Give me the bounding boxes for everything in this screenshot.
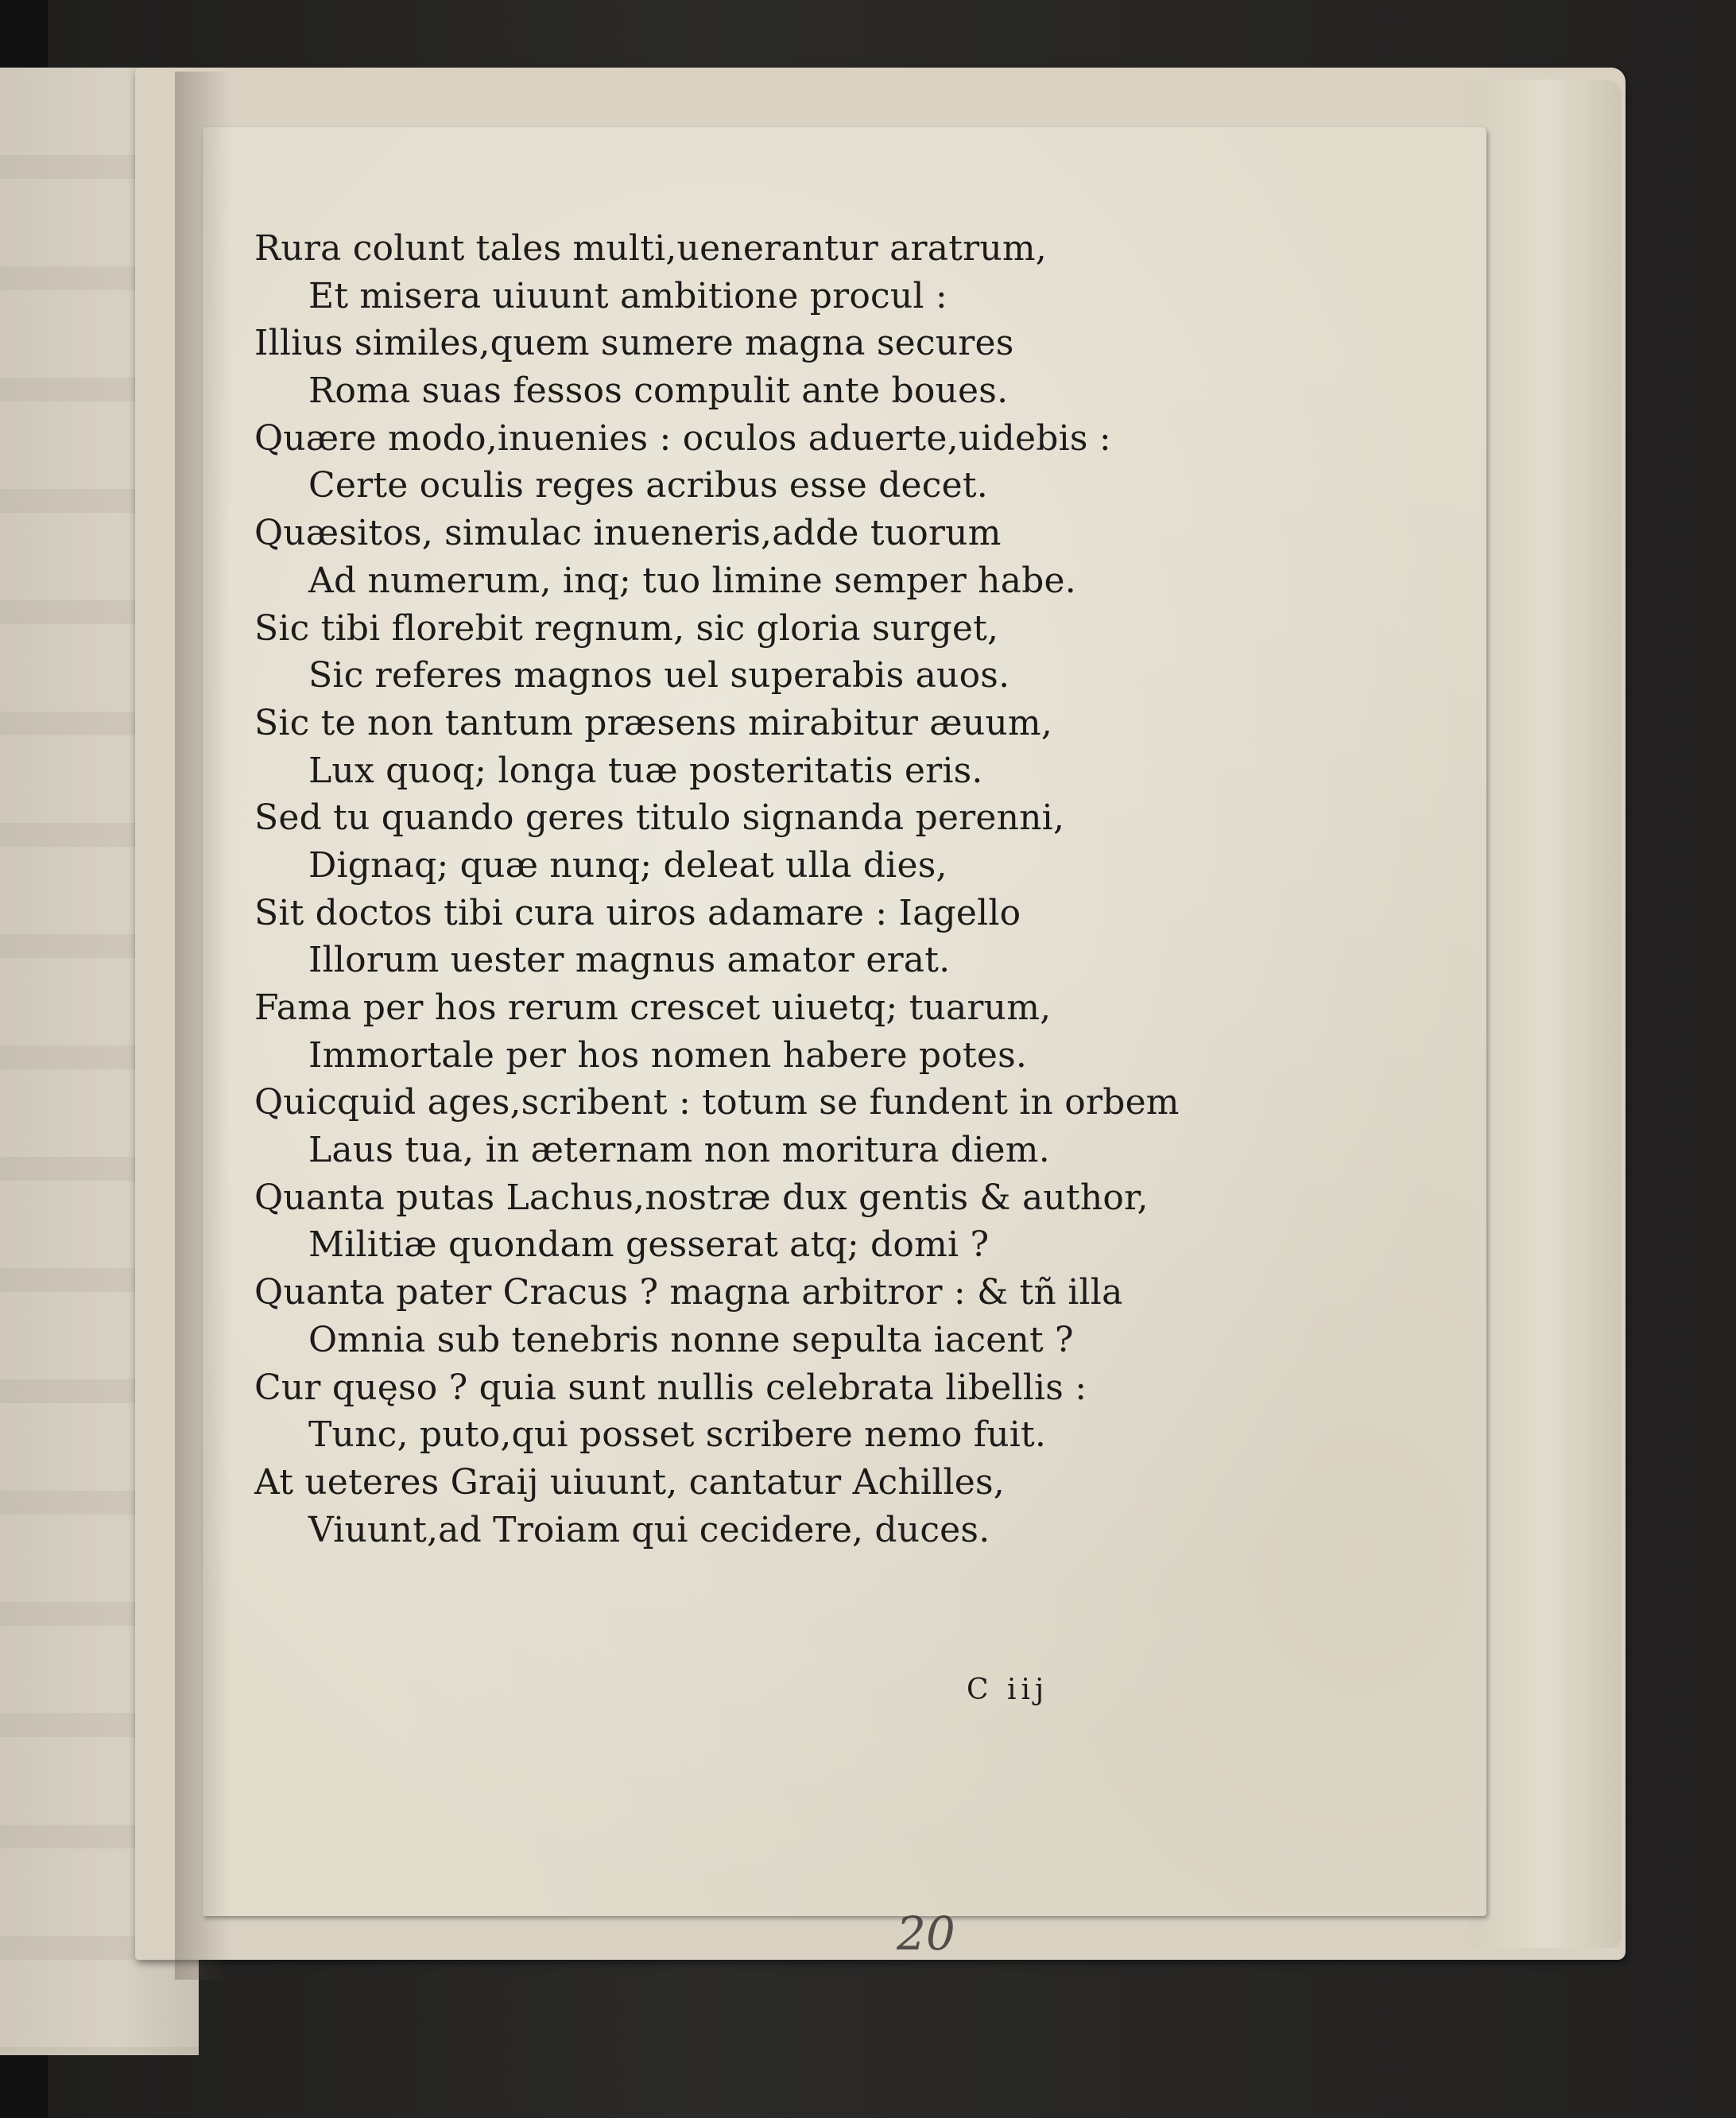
- ragged-sheet-edge: [1471, 80, 1622, 1948]
- poem-line: Sit doctos tibi cura uiros adamare : Iagello: [254, 892, 1021, 933]
- signature-mark: C iij: [967, 1674, 1049, 1706]
- poem-line: Sic te non tantum præsens mirabitur æuum,: [254, 702, 1053, 743]
- poem-line: Roma suas fessos compulit ante boues.: [308, 370, 1009, 412]
- poem-line: Sic referes magnos uel superabis auos.: [308, 655, 1010, 696]
- poem-line: Lux quoq; longa tuæ posteritatis eris.: [308, 750, 983, 791]
- poem-line: Quanta putas Lachus,nostræ dux gentis & author,: [254, 1177, 1149, 1218]
- poem-line: Quicquid ages,scribent : totum se fundent in orbem: [254, 1082, 1180, 1123]
- poem-line: Ad numerum, inq; tuo limine semper habe.: [308, 560, 1076, 601]
- poem-line: Certe oculis reges acribus esse decet.: [308, 465, 988, 506]
- poem-line: Cur quęso ? quia sunt nullis celebrata libellis :: [254, 1367, 1087, 1408]
- poem-line: Militiæ quondam gesserat atq; domi ?: [308, 1224, 990, 1266]
- page-gutter-shadow: [175, 72, 231, 1980]
- poem-line: Dignaq; quæ nunq; deleat ulla dies,: [308, 844, 947, 886]
- poem-line: Tunc, puto,qui posset scribere nemo fuit.: [308, 1414, 1047, 1456]
- poem-text-block: [254, 225, 1180, 1554]
- folio-number: 20: [897, 1907, 955, 1961]
- poem-line: Et misera uiuunt ambitione procul :: [308, 275, 947, 316]
- poem-line: Immortale per hos nomen habere potes.: [308, 1034, 1028, 1076]
- poem-line: Quæsitos, simulac inueneris,adde tuorum: [254, 513, 1002, 554]
- poem-line: Rura colunt tales multi,uenerantur aratrum,: [254, 228, 1047, 269]
- poem-line: Fama per hos rerum crescet uiuetq; tuarum,: [254, 987, 1052, 1028]
- poem-line: Laus tua, in æternam non moritura diem.: [308, 1130, 1050, 1171]
- poem-line: Viuunt,ad Troiam qui cecidere, duces.: [308, 1509, 990, 1550]
- poem-line: Illorum uester magnus amator erat.: [308, 940, 951, 981]
- poem-line: Quære modo,inuenies : oculos aduerte,uidebis :: [254, 417, 1111, 459]
- poem-line: Illius similes,quem sumere magna secures: [254, 323, 1014, 364]
- poem-line: Sic tibi florebit regnum, sic gloria surget,: [254, 607, 999, 649]
- poem-line: Sed tu quando geres titulo signanda perenni,: [254, 797, 1065, 839]
- poem-line: Omnia sub tenebris nonne sepulta iacent ?: [308, 1319, 1074, 1360]
- poem-line: At ueteres Graij uiuunt, cantatur Achilles,: [254, 1461, 1005, 1503]
- poem-line: Quanta pater Cracus ? magna arbitror : & tñ illa: [254, 1272, 1123, 1313]
